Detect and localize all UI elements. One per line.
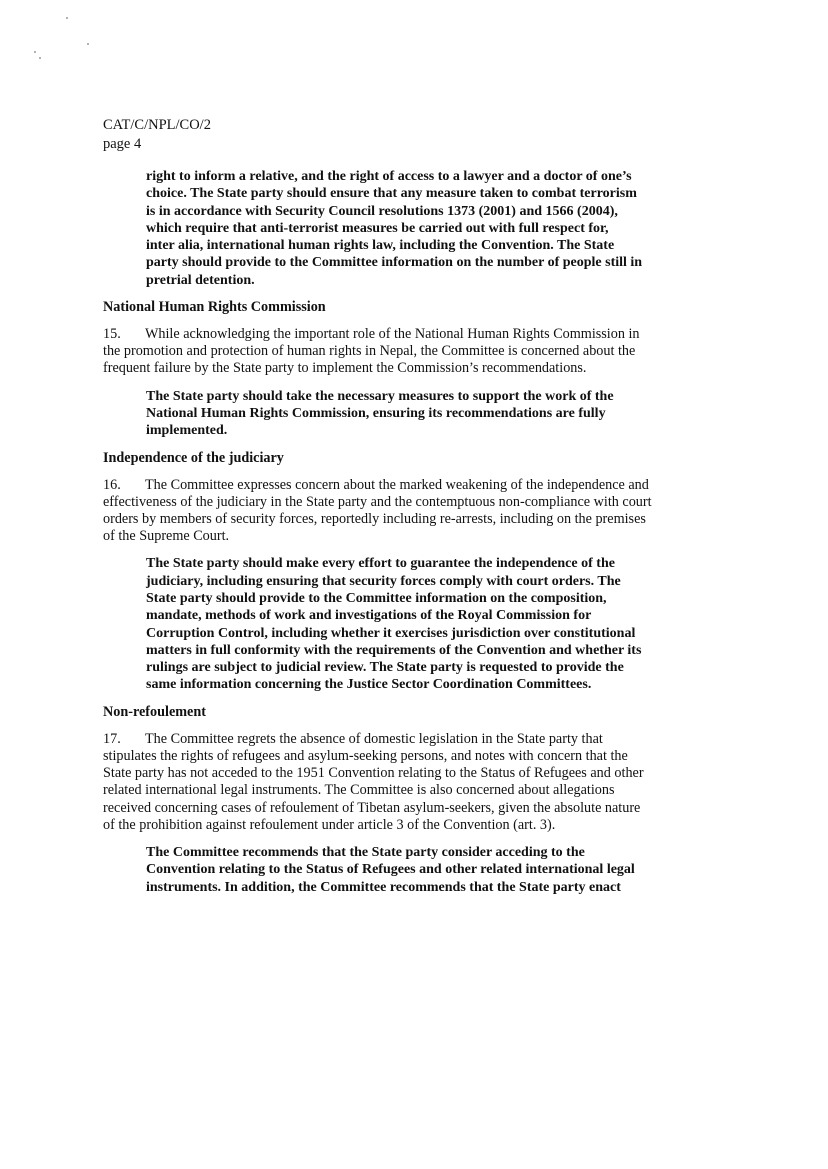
recommendation-14-continued [146,168,672,289]
scan-speck [34,51,36,53]
paragraph-17 [103,731,671,834]
section-heading-judiciary: Independence of the judiciary [103,449,284,466]
text-line: related international legal instruments. The Committee is also concerned about allegations [103,782,615,799]
section-heading-nhrc: National Human Rights Commission [103,299,326,316]
page-number: page 4 [103,136,142,152]
text-line: of the prohibition against refoulement under article 3 of the Convention (art. 3). [103,816,556,833]
text-line: State party should provide to the Committee information on the composition, [146,590,607,606]
text-line: The State party should take the necessary measures to support the work of the [146,388,614,404]
scan-speck [66,17,68,19]
text-line: The State party should make every effort to guarantee the independence of the [146,556,615,572]
scan-speck [39,57,41,59]
text-line: Corruption Control, including whether it exercises jurisdiction over constitutional [146,625,636,641]
text-line: stipulates the rights of refugees and asylum-seeking persons, and notes with concern that the [103,747,628,764]
text-line: matters in full conformity with the requirements of the Convention and whether its [146,642,642,658]
text-line: State party has not acceded to the 1951 Convention relating to the Status of Refugees and other [103,765,644,782]
recommendation-17 [146,844,672,896]
text-line: mandate, methods of work and investigations of the Royal Commission for [146,608,592,624]
text-line [103,477,671,494]
document-body [103,168,671,896]
text-line: same information concerning the Justice Sector Coordination Committees. [146,677,592,693]
scan-speck [87,43,89,45]
text-fragment: The Committee regrets the absence of domestic legislation in the State party that [145,730,603,747]
text-line: party should provide to the Committee information on the number of people still in [146,255,643,271]
paragraph-number: 15. [103,326,121,343]
paragraph-number: 16. [103,476,121,493]
text-line: the promotion and protection of human rights in Nepal, the Committee is concerned about the [103,343,636,360]
text-line: received concerning cases of refoulement of Tibetan asylum-seekers, given the absolute nature [103,799,641,816]
text-line: which require that anti-terrorist measures be carried out with full respect for, [146,220,609,236]
text-line: frequent failure by the State party to implement the Commission’s recommendations. [103,360,587,377]
text-line: judiciary, including ensuring that security forces comply with court orders. The [146,573,621,589]
text-line: implemented. [146,423,228,439]
paragraph-number: 17. [103,730,121,747]
text-line: choice. The State party should ensure that any measure taken to combat terrorism [146,186,637,202]
recommendation-15 [146,388,672,440]
text-line [103,326,671,343]
text-line: The Committee recommends that the State party consider acceding to the [146,844,585,860]
text-line: of the Supreme Court. [103,528,230,545]
text-line: is in accordance with Security Council resolutions 1373 (2001) and 1566 (2004), [146,203,618,219]
text-line: National Human Rights Commission, ensuring its recommendations are fully [146,405,606,421]
document-header [103,116,211,154]
text-line: inter alia, international human rights law, including the Convention. The State [146,238,615,254]
text-line: right to inform a relative, and the right of access to a lawyer and a doctor of one’s [146,169,632,184]
section-heading-non-refoulement: Non-refoulement [103,703,206,720]
text-line: rulings are subject to judicial review. The State party is requested to provide the [146,660,624,676]
document-symbol: CAT/C/NPL/CO/2 [103,117,211,133]
text-line: instruments. In addition, the Committee recommends that the State party enact [146,879,621,895]
text-line: pretrial detention. [146,272,255,288]
text-line: effectiveness of the judiciary in the State party and the contemptuous non-compliance with court [103,493,652,510]
paragraph-16 [103,477,671,546]
recommendation-16 [146,555,672,693]
text-fragment: While acknowledging the important role of the National Human Rights Commission in [145,326,640,343]
text-fragment: The Committee expresses concern about the marked weakening of the independence and [145,476,649,493]
paragraph-15 [103,326,671,378]
text-line: Convention relating to the Status of Refugees and other related international legal [146,862,635,878]
text-line [103,731,671,748]
text-line: orders by members of security forces, reportedly including re-arrests, including on the premises [103,510,646,527]
